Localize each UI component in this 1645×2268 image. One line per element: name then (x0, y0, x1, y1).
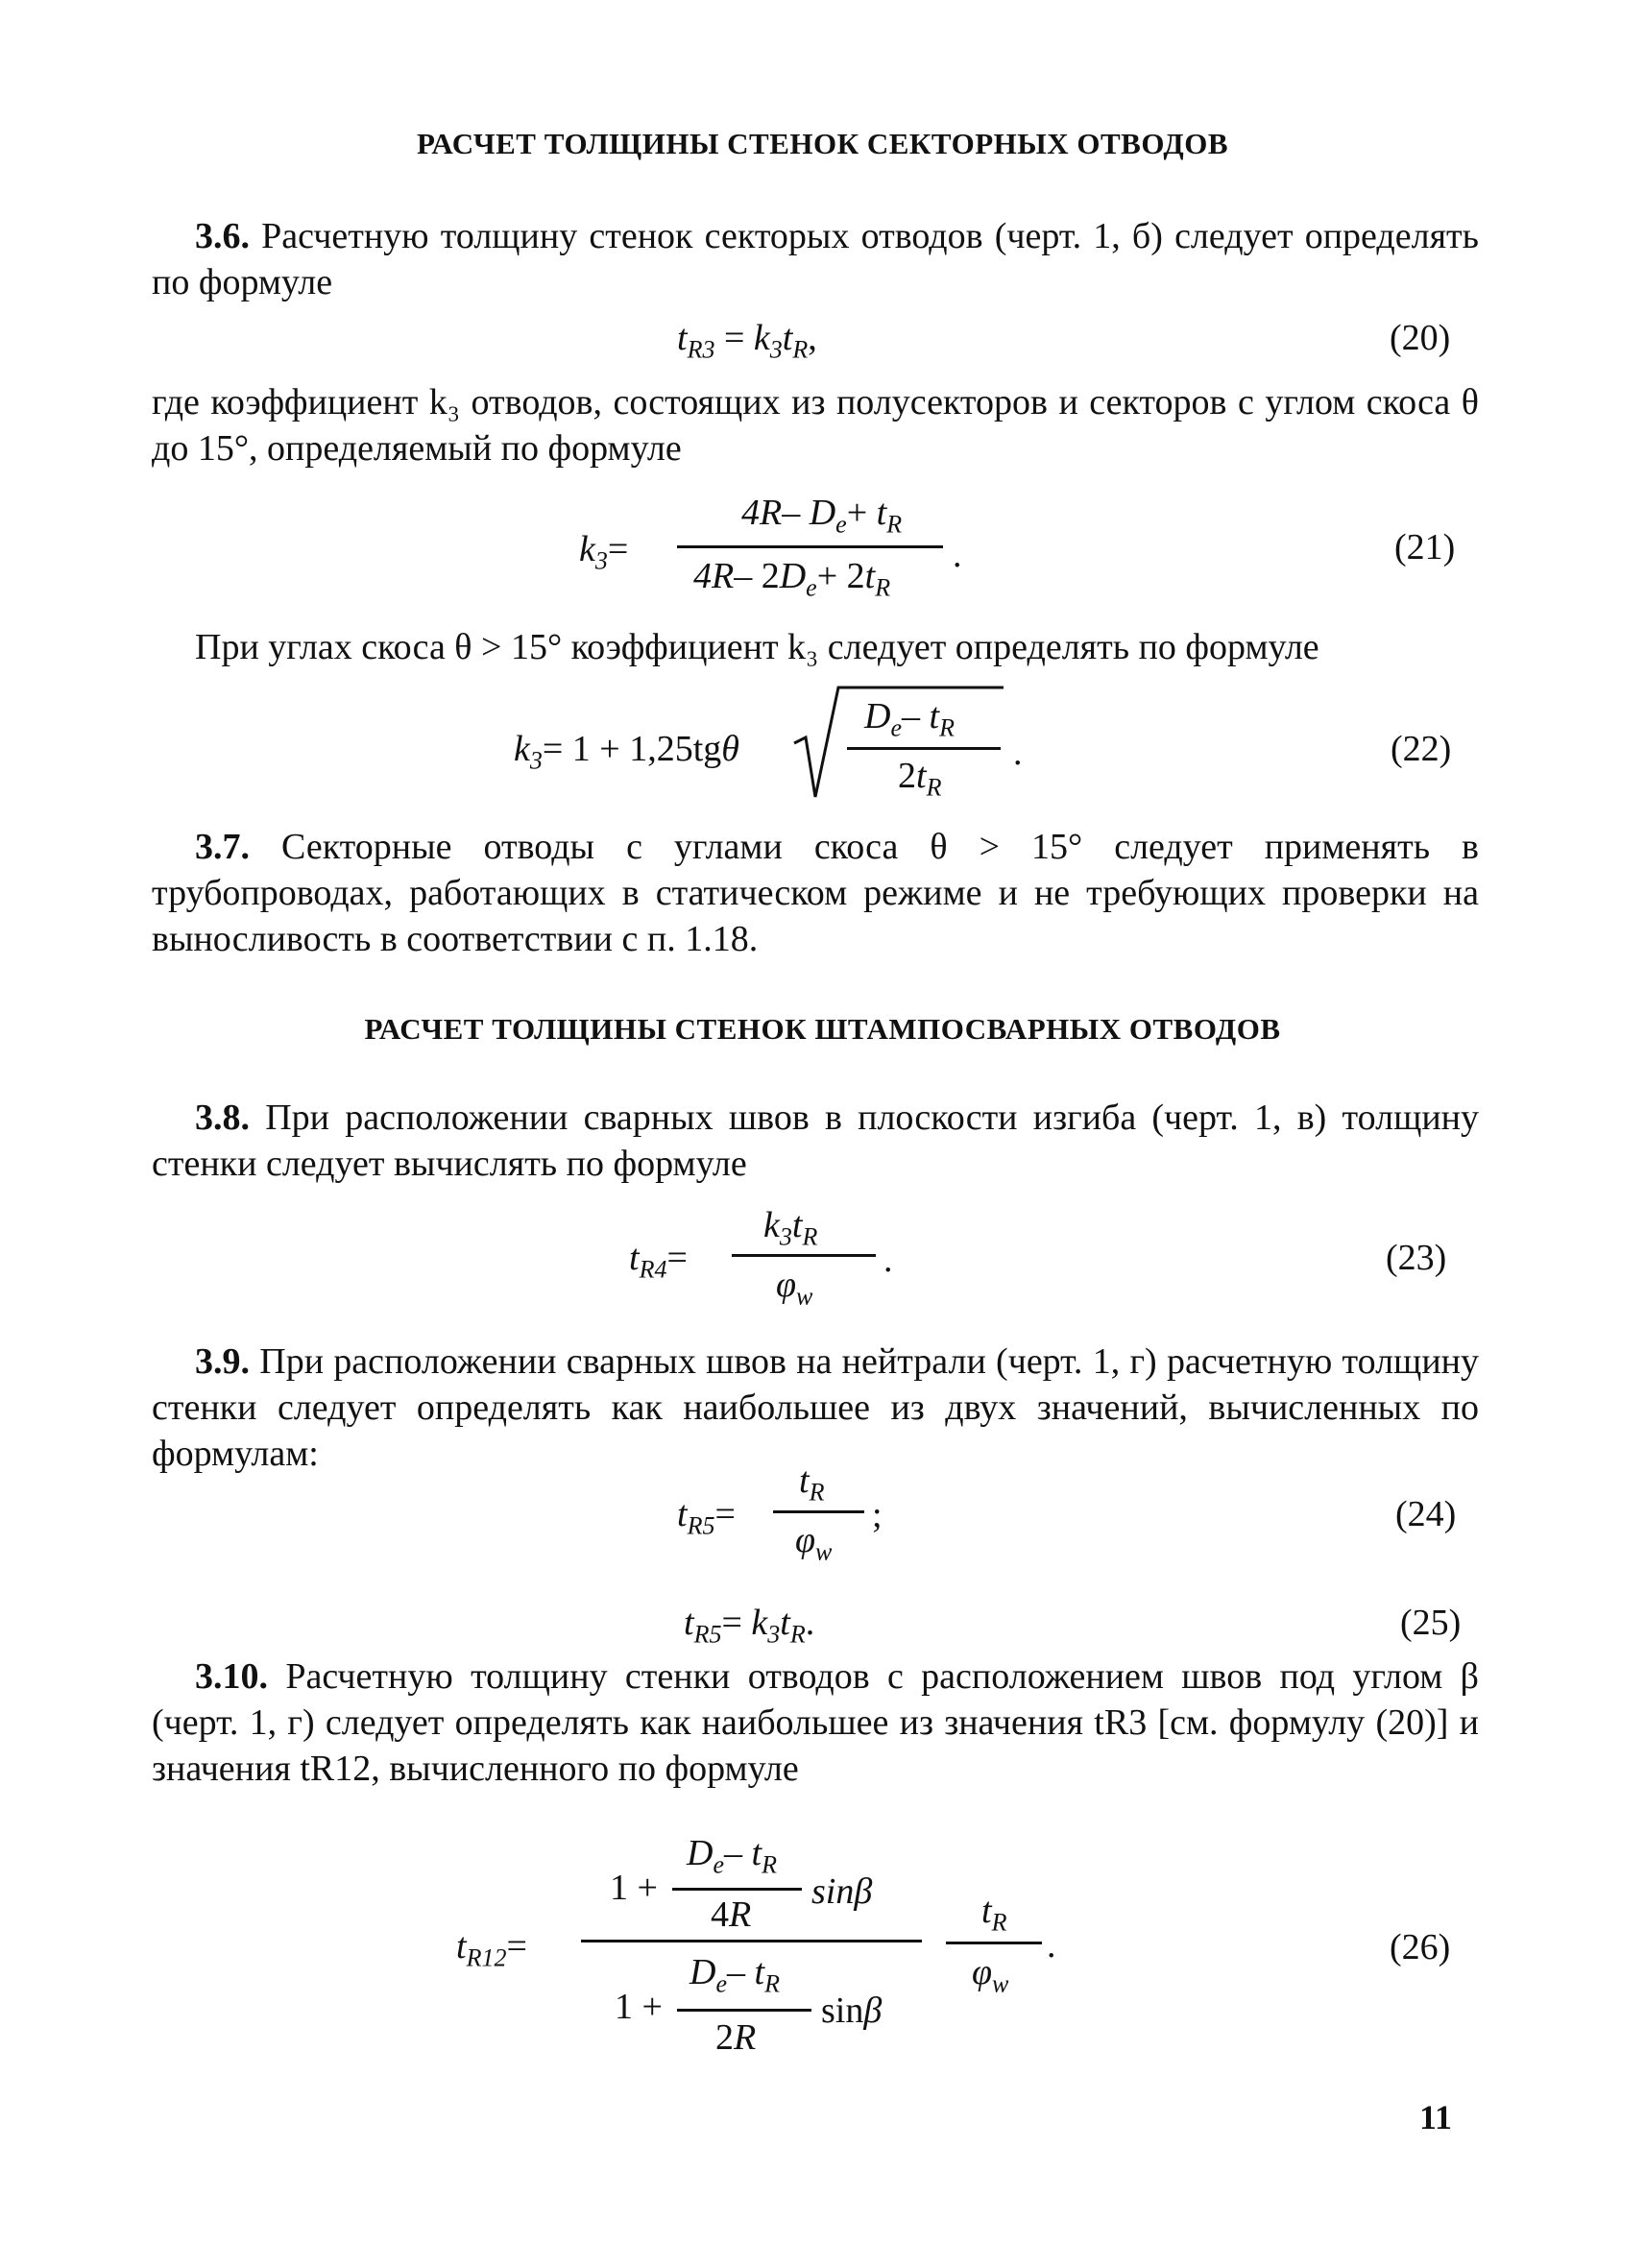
paragraph-number: 3.9. (195, 1341, 250, 1382)
equation-number: (20) (1390, 318, 1451, 358)
equation-number: (22) (1391, 729, 1452, 769)
formula-23-lhs: $t_{R4}=$ (629, 1238, 688, 1284)
fraction-bar (847, 747, 1001, 750)
formula-22-lhs: $k_3= 1 + 1,25tg\theta$ (514, 729, 739, 775)
formula-26-sin: sinβ (821, 1991, 883, 2031)
formula-24-lhs: $t_{R5}=$ (677, 1494, 736, 1540)
paragraph-text: При расположении сварных швов на нейтрали (черт. 1, г) расчетную толщину стенки следует определять как наибольшее из двух значений, вычисленных по формулам: (152, 1341, 1479, 1474)
paragraph-number: 3.7. (195, 827, 250, 867)
formula-26-inner-denominator-bottom: 2R (715, 2017, 757, 2058)
formula-26-numerator: 1 + (610, 1868, 658, 1908)
page-number: 11 (1419, 2098, 1453, 2136)
fraction-bar (946, 1942, 1042, 1944)
equation-number: (25) (1400, 1603, 1462, 1643)
formula-punct: . (883, 1240, 893, 1280)
paragraph-number: 3.10. (195, 1656, 268, 1697)
paragraph-number: 3.6. (195, 216, 250, 256)
paragraph-3-7 (152, 824, 1479, 962)
fraction-bar (672, 1888, 802, 1891)
formula-22-denominator: $2t_R$ (898, 756, 942, 802)
formula-24-numerator: $t_R$ (799, 1460, 825, 1507)
formula-23-denominator: $\varphi_w$ (776, 1265, 813, 1311)
formula-26-lhs: $t_{R12}=$ (456, 1926, 527, 1972)
fraction-bar (677, 2009, 811, 2012)
paragraph-text: Секторные отводы с углами скоса θ > 15° следует применять в трубопроводах, работающих в статическом режиме и не требующих проверки на выносливость в соответствии с п. 1.18. (152, 827, 1480, 959)
formula-21-denominator: 4R– $2D_e+ 2t_R$ (693, 556, 891, 602)
section-heading-stamped: РАСЧЕТ ТОЛЩИНЫ СТЕНОК ШТАМПОСВАРНЫХ ОТВОДОВ (364, 1012, 1281, 1046)
formula-26-inner-numerator-top: $D_e-$ $t_R$ (687, 1833, 777, 1879)
formula-26-ratio-denominator: $\varphi_w$ (972, 1952, 1009, 1998)
paragraph-3-6-angle: При углах скоса θ > 15° коэффициент k₃ следует определять по формуле (195, 627, 1319, 667)
formula-26-ratio-numerator: $t_R$ (981, 1891, 1007, 1937)
paragraph-3-6-coef: где коэффициент k₃ отводов, состоящих из полусекторов и секторов с углом скоса θ до 15°, определяемый по формуле (152, 382, 1479, 469)
equation-number: (23) (1386, 1238, 1447, 1278)
paragraph-3-9 (152, 1339, 1479, 1477)
formula-punct: . (1013, 733, 1023, 773)
formula-punct: . (1047, 1925, 1056, 1966)
formula-21-lhs: $k_3=$ (579, 529, 629, 575)
formula-punct: . (953, 535, 962, 575)
fraction-bar (581, 1940, 922, 1942)
formula-26-sin: sinβ (811, 1871, 873, 1912)
paragraph-3-10 (152, 1653, 1479, 1792)
equation-number: (26) (1390, 1927, 1451, 1967)
formula-26-inner-numerator-bottom: $D_e-$ $t_R$ (689, 1952, 780, 1998)
paragraph-text: Расчетную толщину стенок секторых отводов (черт. 1, б) следует определять по формуле (152, 216, 1479, 302)
fraction-bar (677, 545, 943, 548)
formula-punct: ; (872, 1495, 883, 1535)
formula-25: $t_{R5}= k_3t_R$. (684, 1603, 815, 1649)
section-heading-sector: РАСЧЕТ ТОЛЩИНЫ СТЕНОК СЕКТОРНЫХ ОТВОДОВ (416, 127, 1229, 160)
formula-22-numerator: $D_e-$ $t_R$ (864, 696, 955, 742)
paragraph-number: 3.8. (195, 1098, 250, 1138)
formula-26-denominator: 1 + (615, 1987, 663, 2027)
formula-23-numerator: $k_3t_R$ (763, 1205, 818, 1251)
formula-21-numerator: 4R– $D_e+ t_R$ (741, 493, 903, 539)
paragraph-3-6 (152, 213, 1479, 305)
paragraph-3-8 (152, 1095, 1479, 1187)
formula-26-inner-denominator-top: 4R (711, 1894, 752, 1935)
formula-24-denominator: $\varphi_w$ (795, 1520, 833, 1566)
paragraph-text: Расчетную толщину стенки отводов с расположением швов под углом β (черт. 1, г) следует определять как наибольшее из значения tR3 [см. формулу (20)] и значения tR12, вычисленного по формуле (152, 1656, 1480, 1789)
formula-20: $t_{R3} = k_3t_R$, (677, 318, 817, 364)
equation-number: (24) (1395, 1494, 1457, 1534)
fraction-bar (773, 1510, 864, 1513)
equation-number: (21) (1394, 527, 1456, 567)
paragraph-text: При расположении сварных швов в плоскости изгиба (черт. 1, в) толщину стенки следует вычислять по формуле (152, 1098, 1480, 1184)
fraction-bar (732, 1254, 876, 1257)
